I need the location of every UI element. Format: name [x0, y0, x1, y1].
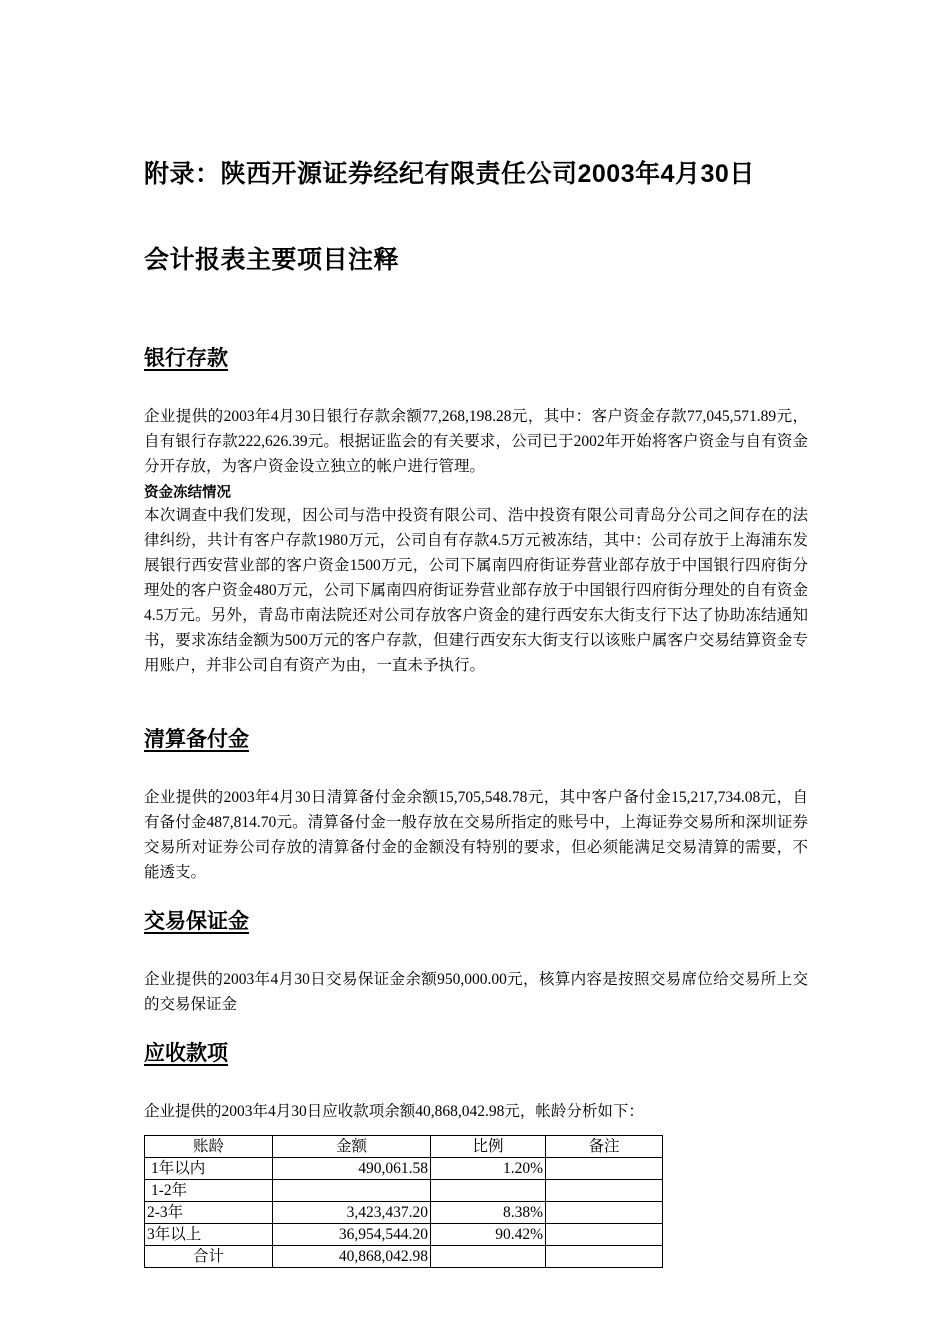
ratio-cell: 90.42% [431, 1224, 546, 1246]
aging-analysis-table [144, 1135, 663, 1268]
section-heading-bank-deposits: 银行存款 [144, 347, 228, 370]
table-row [145, 1202, 663, 1224]
total-ratio-cell [431, 1246, 546, 1268]
ratio-cell: 1.20% [431, 1158, 546, 1180]
trading-margin-paragraph: 企业提供的2003年4月30日交易保证金余额950,000.00元，核算内容是按照交易席位给交易所上交的交易保证金 [144, 971, 808, 1013]
amount-cell: 3,423,437.20 [273, 1202, 431, 1224]
remarks-cell [546, 1158, 663, 1180]
table-row [145, 1224, 663, 1246]
document-title-line2: 会计报表主要项目注释 [144, 246, 400, 274]
section-heading-clearing-reserve: 清算备付金 [144, 728, 249, 751]
remarks-cell [546, 1202, 663, 1224]
total-label-cell: 合计 [145, 1246, 273, 1268]
aging-cell: 3年以上 [145, 1224, 273, 1246]
clearing-reserve-paragraph: 企业提供的2003年4月30日清算备付金余额15,705,548.78元，其中客户备付金15,217,734.08元，自有备付金487,814.70元。清算备付金一般存放在交易所指定的账号中，上海证券交易所和深圳证券交易所对证券公司存放的清算备付金的金额没有特别的要求，但必须能满足交易清算的需要，不能透支。 [144, 789, 808, 881]
fund-freeze-paragraph: 本次调查中我们发现，因公司与浩中投资有限公司、浩中投资有限公司青岛分公司之间存在的法律纠纷，共计有客户存款1980万元，公司自有存款4.5万元被冻结，其中：公司存放于上海浦东发展银行西安营业部的客户资金1500万元，公司下属南四府街证券营业部存放于中国银行四府街分理处的客户资金480万元，公司下属南四府街证券营业部存放于中国银行四府街分理处的自有资金4.5万元。另外，青岛市南法院还对公司存放客户资金的建行西安东大街支行下达了协助冻结通知书，要求冻结金额为500万元的客户存款，但建行西安东大街支行以该账户属客户交易结算资金专用账户，并非公司自有资产为由，一直未予执行。 [144, 507, 808, 674]
total-remarks-cell [546, 1246, 663, 1268]
remarks-cell [546, 1180, 663, 1202]
ratio-cell [431, 1180, 546, 1202]
amount-cell: 36,954,544.20 [273, 1224, 431, 1246]
amount-cell: 490,061.58 [273, 1158, 431, 1180]
column-header-ratio: 比例 [431, 1136, 546, 1158]
receivables-paragraph: 企业提供的2003年4月30日应收款项余额40,868,042.98元，帐龄分析如下： [144, 1103, 644, 1120]
column-header-aging: 账龄 [145, 1136, 273, 1158]
table-row [145, 1180, 663, 1202]
aging-cell: 1-2年 [145, 1180, 273, 1202]
amount-cell [273, 1180, 431, 1202]
section-heading-receivables: 应收款项 [144, 1042, 228, 1065]
aging-cell: 1年以内 [145, 1158, 273, 1180]
column-header-remarks: 备注 [546, 1136, 663, 1158]
remarks-cell [546, 1224, 663, 1246]
bank-deposits-paragraph: 企业提供的2003年4月30日银行存款余额77,268,198.28元，其中：客户资金存款77,045,571.89元，自有银行存款222,626.39元。根据证监会的有关要求，公司已于2002年开始将客户资金与自有资金分开存放，为客户资金设立独立的帐户进行管理。 [144, 408, 808, 475]
table-header-row [145, 1136, 663, 1158]
table-row [145, 1158, 663, 1180]
fund-freeze-subheading: 资金冻结情况 [144, 485, 231, 501]
total-amount-cell: 40,868,042.98 [273, 1246, 431, 1268]
section-heading-trading-margin: 交易保证金 [144, 910, 249, 933]
ratio-cell: 8.38% [431, 1202, 546, 1224]
aging-cell: 2-3年 [145, 1202, 273, 1224]
document-title-line1: 附录：陕西开源证券经纪有限责任公司2003年4月30日 [144, 160, 755, 188]
table-total-row [145, 1246, 663, 1268]
column-header-amount: 金额 [273, 1136, 431, 1158]
